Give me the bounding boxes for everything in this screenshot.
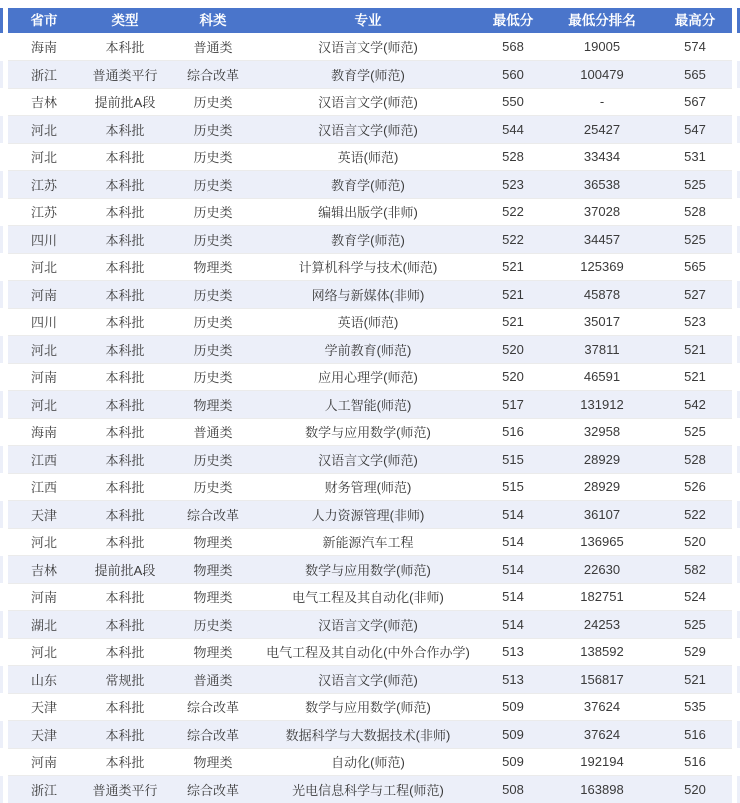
- major-cell: 汉语言文学(师范): [256, 33, 480, 61]
- province-cell: 江苏: [8, 198, 80, 226]
- edge-strip-row: [0, 308, 3, 336]
- major-cell: 数据科学与大数据技术(非师): [256, 721, 480, 749]
- max-score-cell: 542: [658, 391, 732, 419]
- major-cell: 学前教育(师范): [256, 336, 480, 364]
- edge-strip-row: [0, 61, 3, 89]
- major-cell: 汉语言文学(师范): [256, 88, 480, 116]
- table-row: [8, 611, 732, 639]
- subject-category-cell: 物理类: [170, 583, 256, 611]
- subject-category-cell: 历史类: [170, 88, 256, 116]
- max-score-cell: 525: [658, 226, 732, 254]
- min-score-rank-cell: 138592: [546, 638, 658, 666]
- province-cell: 江苏: [8, 171, 80, 199]
- major-cell: 财务管理(师范): [256, 473, 480, 501]
- batch-type-cell: 本科批: [80, 583, 170, 611]
- subject-category-cell: 普通类: [170, 666, 256, 694]
- col-header-min-score: 最低分: [480, 8, 546, 33]
- edge-strip-row: [0, 391, 3, 419]
- max-score-cell: 527: [658, 281, 732, 309]
- edge-strip-row: [0, 473, 3, 501]
- edge-strip-row: [0, 693, 3, 721]
- batch-type-cell: 本科批: [80, 473, 170, 501]
- subject-category-cell: 历史类: [170, 446, 256, 474]
- edge-strip-row: [0, 583, 3, 611]
- max-score-cell: 521: [658, 336, 732, 364]
- batch-type-cell: 本科批: [80, 528, 170, 556]
- province-cell: 浙江: [8, 776, 80, 803]
- table-row: [8, 281, 732, 309]
- max-score-cell: 521: [658, 666, 732, 694]
- max-score-cell: 516: [658, 721, 732, 749]
- province-cell: 天津: [8, 501, 80, 529]
- min-score-rank-cell: 46591: [546, 363, 658, 391]
- min-score-cell: 544: [480, 116, 546, 144]
- col-header-min-score-rank: 最低分排名: [546, 8, 658, 33]
- admission-scores-table: [8, 8, 732, 803]
- subject-category-cell: 综合改革: [170, 693, 256, 721]
- province-cell: 山东: [8, 666, 80, 694]
- batch-type-cell: 本科批: [80, 501, 170, 529]
- edge-strip-row: [0, 556, 3, 584]
- max-score-cell: 520: [658, 528, 732, 556]
- batch-type-cell: 常规批: [80, 666, 170, 694]
- col-header-subject-category: 科类: [170, 8, 256, 33]
- batch-type-cell: 普通类平行: [80, 61, 170, 89]
- subject-category-cell: 历史类: [170, 116, 256, 144]
- min-score-rank-cell: 22630: [546, 556, 658, 584]
- edge-strip-row: [0, 721, 3, 749]
- table-row: [8, 501, 732, 529]
- admission-scores-table-wrap: [8, 8, 732, 803]
- min-score-cell: 516: [480, 418, 546, 446]
- subject-category-cell: 历史类: [170, 143, 256, 171]
- batch-type-cell: 本科批: [80, 308, 170, 336]
- min-score-rank-cell: 163898: [546, 776, 658, 803]
- major-cell: 电气工程及其自动化(非师): [256, 583, 480, 611]
- edge-strip-row: [0, 226, 3, 254]
- max-score-cell: 523: [658, 308, 732, 336]
- major-cell: 英语(师范): [256, 143, 480, 171]
- edge-strip-row: [0, 418, 3, 446]
- max-score-cell: 547: [658, 116, 732, 144]
- major-cell: 教育学(师范): [256, 226, 480, 254]
- min-score-cell: 517: [480, 391, 546, 419]
- max-score-cell: 521: [658, 363, 732, 391]
- batch-type-cell: 本科批: [80, 638, 170, 666]
- province-cell: 江西: [8, 473, 80, 501]
- batch-type-cell: 本科批: [80, 253, 170, 281]
- min-score-cell: 520: [480, 363, 546, 391]
- col-header-batch-type: 类型: [80, 8, 170, 33]
- table-row: [8, 226, 732, 254]
- subject-category-cell: 历史类: [170, 473, 256, 501]
- min-score-rank-cell: 136965: [546, 528, 658, 556]
- max-score-cell: 535: [658, 693, 732, 721]
- edge-strip-row: [0, 501, 3, 529]
- province-cell: 江西: [8, 446, 80, 474]
- batch-type-cell: 本科批: [80, 116, 170, 144]
- batch-type-cell: 本科批: [80, 418, 170, 446]
- major-cell: 电气工程及其自动化(中外合作办学): [256, 638, 480, 666]
- batch-type-cell: 本科批: [80, 198, 170, 226]
- edge-strip-row: [0, 33, 3, 61]
- min-score-cell: 528: [480, 143, 546, 171]
- edge-strip-row: [0, 611, 3, 639]
- table-header-row: [8, 8, 732, 33]
- batch-type-cell: 提前批A段: [80, 556, 170, 584]
- table-row: [8, 88, 732, 116]
- min-score-cell: 514: [480, 501, 546, 529]
- province-cell: 四川: [8, 226, 80, 254]
- min-score-cell: 508: [480, 776, 546, 803]
- table-row: [8, 391, 732, 419]
- table-row: [8, 336, 732, 364]
- subject-category-cell: 历史类: [170, 226, 256, 254]
- edge-strip-header: [0, 8, 3, 33]
- batch-type-cell: 普通类平行: [80, 776, 170, 803]
- province-cell: 河北: [8, 336, 80, 364]
- subject-category-cell: 历史类: [170, 281, 256, 309]
- major-cell: 数学与应用数学(师范): [256, 556, 480, 584]
- col-header-max-score: 最高分: [658, 8, 732, 33]
- major-cell: 数学与应用数学(师范): [256, 693, 480, 721]
- subject-category-cell: 物理类: [170, 391, 256, 419]
- major-cell: 网络与新媒体(非师): [256, 281, 480, 309]
- min-score-cell: 509: [480, 748, 546, 776]
- min-score-rank-cell: 156817: [546, 666, 658, 694]
- table-row: [8, 171, 732, 199]
- major-cell: 计算机科学与技术(师范): [256, 253, 480, 281]
- table-edge-fragment-left: [0, 8, 3, 803]
- major-cell: 自动化(师范): [256, 748, 480, 776]
- subject-category-cell: 物理类: [170, 556, 256, 584]
- subject-category-cell: 综合改革: [170, 776, 256, 803]
- max-score-cell: 522: [658, 501, 732, 529]
- min-score-rank-cell: 45878: [546, 281, 658, 309]
- batch-type-cell: 本科批: [80, 226, 170, 254]
- batch-type-cell: 本科批: [80, 721, 170, 749]
- edge-strip-row: [0, 666, 3, 694]
- table-row: [8, 116, 732, 144]
- min-score-cell: 523: [480, 171, 546, 199]
- max-score-cell: 525: [658, 611, 732, 639]
- batch-type-cell: 本科批: [80, 391, 170, 419]
- major-cell: 新能源汽车工程: [256, 528, 480, 556]
- max-score-cell: 525: [658, 171, 732, 199]
- min-score-rank-cell: 36107: [546, 501, 658, 529]
- province-cell: 河南: [8, 363, 80, 391]
- subject-category-cell: 物理类: [170, 528, 256, 556]
- min-score-cell: 521: [480, 253, 546, 281]
- major-cell: 人工智能(师范): [256, 391, 480, 419]
- min-score-cell: 514: [480, 583, 546, 611]
- province-cell: 河南: [8, 748, 80, 776]
- table-row: [8, 556, 732, 584]
- max-score-cell: 529: [658, 638, 732, 666]
- min-score-cell: 514: [480, 556, 546, 584]
- max-score-cell: 528: [658, 446, 732, 474]
- min-score-cell: 568: [480, 33, 546, 61]
- subject-category-cell: 历史类: [170, 336, 256, 364]
- table-row: [8, 721, 732, 749]
- min-score-rank-cell: 182751: [546, 583, 658, 611]
- min-score-rank-cell: 32958: [546, 418, 658, 446]
- table-row: [8, 528, 732, 556]
- min-score-rank-cell: 192194: [546, 748, 658, 776]
- batch-type-cell: 本科批: [80, 748, 170, 776]
- table-row: [8, 33, 732, 61]
- max-score-cell: 531: [658, 143, 732, 171]
- max-score-cell: 567: [658, 88, 732, 116]
- subject-category-cell: 物理类: [170, 748, 256, 776]
- province-cell: 吉林: [8, 88, 80, 116]
- table-body: [8, 33, 732, 803]
- min-score-rank-cell: 19005: [546, 33, 658, 61]
- table-row: [8, 253, 732, 281]
- col-header-major: 专业: [256, 8, 480, 33]
- subject-category-cell: 物理类: [170, 638, 256, 666]
- min-score-cell: 515: [480, 473, 546, 501]
- edge-strip-row: [0, 198, 3, 226]
- batch-type-cell: 本科批: [80, 363, 170, 391]
- province-cell: 天津: [8, 693, 80, 721]
- province-cell: 海南: [8, 418, 80, 446]
- edge-strip-row: [0, 446, 3, 474]
- table-row: [8, 446, 732, 474]
- table-row: [8, 198, 732, 226]
- max-score-cell: 574: [658, 33, 732, 61]
- edge-strip-row: [0, 143, 3, 171]
- table-row: [8, 61, 732, 89]
- province-cell: 河北: [8, 528, 80, 556]
- min-score-cell: 560: [480, 61, 546, 89]
- major-cell: 汉语言文学(师范): [256, 611, 480, 639]
- min-score-rank-cell: 37624: [546, 721, 658, 749]
- min-score-cell: 521: [480, 308, 546, 336]
- max-score-cell: 582: [658, 556, 732, 584]
- table-row: [8, 666, 732, 694]
- min-score-rank-cell: 131912: [546, 391, 658, 419]
- max-score-cell: 516: [658, 748, 732, 776]
- table-row: [8, 473, 732, 501]
- subject-category-cell: 历史类: [170, 611, 256, 639]
- province-cell: 河北: [8, 253, 80, 281]
- min-score-cell: 509: [480, 721, 546, 749]
- min-score-rank-cell: -: [546, 88, 658, 116]
- batch-type-cell: 本科批: [80, 446, 170, 474]
- table-row: [8, 363, 732, 391]
- min-score-rank-cell: 100479: [546, 61, 658, 89]
- province-cell: 四川: [8, 308, 80, 336]
- province-cell: 湖北: [8, 611, 80, 639]
- min-score-cell: 522: [480, 226, 546, 254]
- subject-category-cell: 历史类: [170, 171, 256, 199]
- min-score-rank-cell: 34457: [546, 226, 658, 254]
- subject-category-cell: 普通类: [170, 33, 256, 61]
- batch-type-cell: 本科批: [80, 611, 170, 639]
- major-cell: 数学与应用数学(师范): [256, 418, 480, 446]
- major-cell: 编辑出版学(非师): [256, 198, 480, 226]
- subject-category-cell: 综合改革: [170, 61, 256, 89]
- province-cell: 天津: [8, 721, 80, 749]
- province-cell: 河南: [8, 583, 80, 611]
- batch-type-cell: 本科批: [80, 143, 170, 171]
- major-cell: 英语(师范): [256, 308, 480, 336]
- province-cell: 浙江: [8, 61, 80, 89]
- edge-strip-row: [0, 748, 3, 776]
- edge-strip-row: [0, 528, 3, 556]
- min-score-rank-cell: 28929: [546, 446, 658, 474]
- province-cell: 吉林: [8, 556, 80, 584]
- subject-category-cell: 综合改革: [170, 721, 256, 749]
- edge-strip-row: [0, 363, 3, 391]
- major-cell: 汉语言文学(师范): [256, 116, 480, 144]
- batch-type-cell: 本科批: [80, 171, 170, 199]
- min-score-cell: 515: [480, 446, 546, 474]
- table-row: [8, 418, 732, 446]
- edge-strip-row: [0, 776, 3, 803]
- edge-strip-row: [0, 253, 3, 281]
- min-score-cell: 520: [480, 336, 546, 364]
- subject-category-cell: 历史类: [170, 198, 256, 226]
- min-score-rank-cell: 25427: [546, 116, 658, 144]
- major-cell: 汉语言文学(师范): [256, 446, 480, 474]
- min-score-cell: 514: [480, 528, 546, 556]
- max-score-cell: 524: [658, 583, 732, 611]
- batch-type-cell: 提前批A段: [80, 88, 170, 116]
- province-cell: 河北: [8, 638, 80, 666]
- subject-category-cell: 历史类: [170, 308, 256, 336]
- subject-category-cell: 综合改革: [170, 501, 256, 529]
- min-score-rank-cell: 28929: [546, 473, 658, 501]
- batch-type-cell: 本科批: [80, 281, 170, 309]
- edge-strip-row: [0, 281, 3, 309]
- min-score-cell: 509: [480, 693, 546, 721]
- col-header-province: 省市: [8, 8, 80, 33]
- province-cell: 河北: [8, 116, 80, 144]
- min-score-rank-cell: 35017: [546, 308, 658, 336]
- table-header: [8, 8, 732, 33]
- province-cell: 河北: [8, 391, 80, 419]
- subject-category-cell: 普通类: [170, 418, 256, 446]
- province-cell: 河南: [8, 281, 80, 309]
- major-cell: 教育学(师范): [256, 171, 480, 199]
- min-score-cell: 550: [480, 88, 546, 116]
- batch-type-cell: 本科批: [80, 33, 170, 61]
- table-row: [8, 143, 732, 171]
- max-score-cell: 520: [658, 776, 732, 803]
- major-cell: 汉语言文学(师范): [256, 666, 480, 694]
- edge-strip-row: [0, 336, 3, 364]
- edge-strip-row: [0, 638, 3, 666]
- max-score-cell: 525: [658, 418, 732, 446]
- min-score-rank-cell: 36538: [546, 171, 658, 199]
- major-cell: 应用心理学(师范): [256, 363, 480, 391]
- table-row: [8, 693, 732, 721]
- max-score-cell: 565: [658, 253, 732, 281]
- min-score-rank-cell: 125369: [546, 253, 658, 281]
- min-score-cell: 513: [480, 666, 546, 694]
- max-score-cell: 526: [658, 473, 732, 501]
- major-cell: 光电信息科学与工程(师范): [256, 776, 480, 803]
- batch-type-cell: 本科批: [80, 693, 170, 721]
- table-row: [8, 748, 732, 776]
- edge-strip-row: [0, 116, 3, 144]
- subject-category-cell: 物理类: [170, 253, 256, 281]
- table-row: [8, 308, 732, 336]
- edge-strip-row: [0, 171, 3, 199]
- province-cell: 海南: [8, 33, 80, 61]
- min-score-rank-cell: 37624: [546, 693, 658, 721]
- min-score-cell: 513: [480, 638, 546, 666]
- max-score-cell: 528: [658, 198, 732, 226]
- min-score-cell: 514: [480, 611, 546, 639]
- table-row: [8, 776, 732, 803]
- max-score-cell: 565: [658, 61, 732, 89]
- min-score-rank-cell: 37028: [546, 198, 658, 226]
- min-score-cell: 521: [480, 281, 546, 309]
- major-cell: 教育学(师范): [256, 61, 480, 89]
- province-cell: 河北: [8, 143, 80, 171]
- min-score-rank-cell: 37811: [546, 336, 658, 364]
- min-score-rank-cell: 33434: [546, 143, 658, 171]
- min-score-cell: 522: [480, 198, 546, 226]
- min-score-rank-cell: 24253: [546, 611, 658, 639]
- table-row: [8, 583, 732, 611]
- table-row: [8, 638, 732, 666]
- subject-category-cell: 历史类: [170, 363, 256, 391]
- major-cell: 人力资源管理(非师): [256, 501, 480, 529]
- batch-type-cell: 本科批: [80, 336, 170, 364]
- edge-strip-row: [0, 88, 3, 116]
